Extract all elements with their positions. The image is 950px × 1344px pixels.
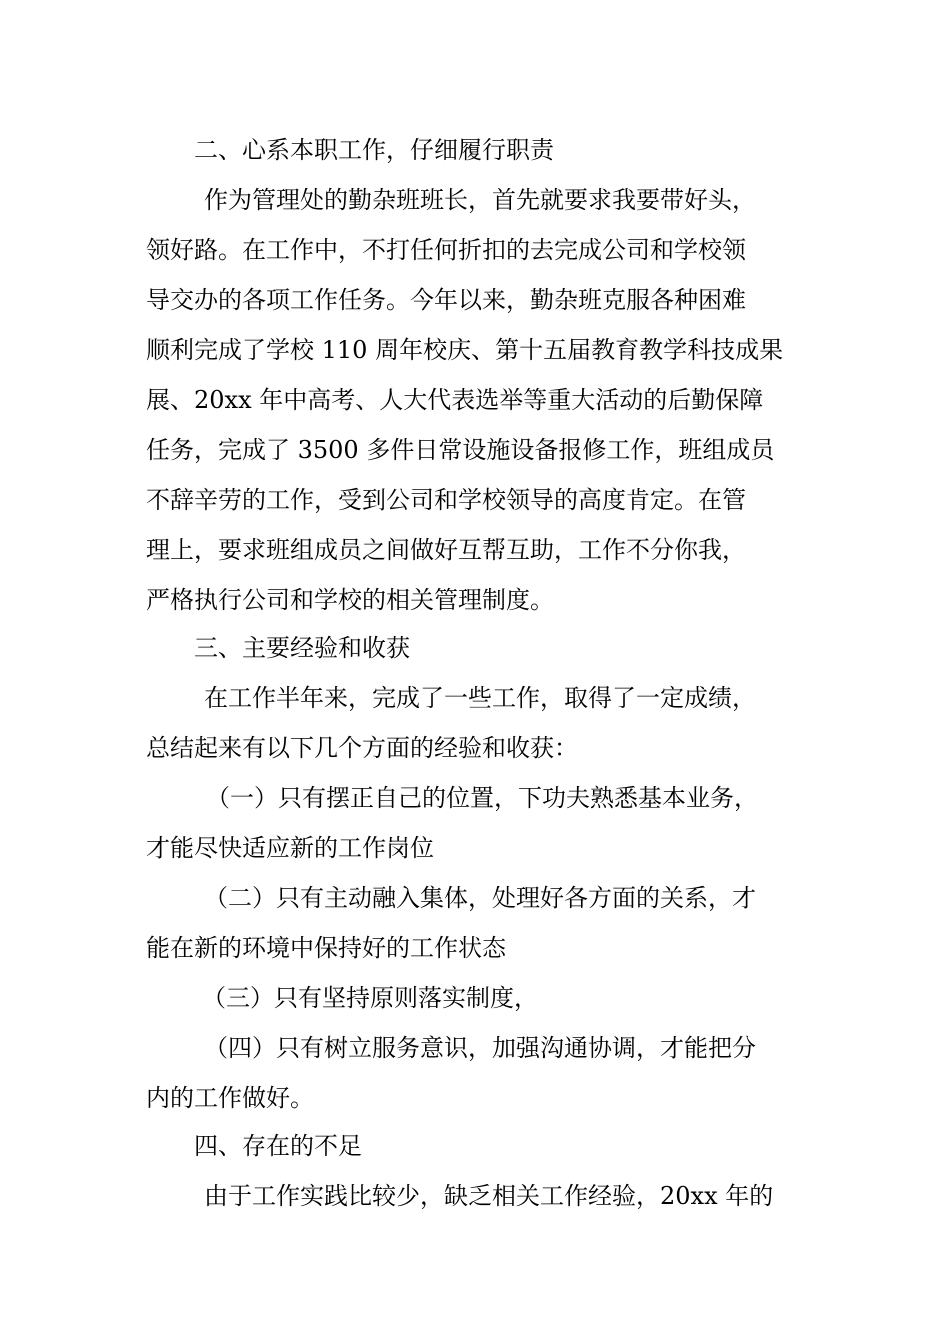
paragraph-line: 展、20xx 年中高考、人大代表选举等重大活动的后勤保障 [146, 386, 764, 414]
paragraph-line: 由于工作实践比较少，缺乏相关工作经验，20xx 年的 [204, 1182, 774, 1210]
list-item-1: （一）只有摆正自己的位置，下功夫熟悉基本业务， [206, 784, 758, 812]
paragraph-line: 顺利完成了学校 110 周年校庆、第十五届教育教学科技成果 [146, 336, 784, 364]
list-item-4: （四）只有树立服务意识，加强沟通协调，才能把分 [204, 1034, 756, 1062]
paragraph-line: 在工作半年来，完成了一些工作，取得了一定成绩， [204, 684, 756, 712]
paragraph-line: 导交办的各项工作任务。今年以来，勤杂班克服各种困难 [146, 286, 746, 314]
paragraph-line: 不辞辛劳的工作，受到公司和学校领导的高度肯定。在管 [146, 486, 746, 514]
list-item-2-cont: 能在新的环境中保持好的工作状态 [146, 934, 506, 962]
paragraph-line: 领好路。在工作中，不打任何折扣的去完成公司和学校领 [146, 236, 746, 264]
section-heading-3: 三、主要经验和收获 [194, 634, 410, 662]
list-item-3: （三）只有坚持原则落实制度， [202, 984, 538, 1012]
section-heading-2: 二、心系本职工作，仔细履行职责 [194, 136, 554, 164]
paragraph-line: 总结起来有以下几个方面的经验和收获： [146, 734, 578, 762]
paragraph-line: 严格执行公司和学校的相关管理制度。 [146, 586, 554, 614]
list-item-2: （二）只有主动融入集体，处理好各方面的关系，才 [204, 884, 756, 912]
list-item-1-cont: 才能尽快适应新的工作岗位 [146, 834, 434, 862]
section-heading-4: 四、存在的不足 [194, 1132, 362, 1160]
paragraph-line: 理上，要求班组成员之间做好互帮互助，工作不分你我， [146, 536, 746, 564]
list-item-4-cont: 内的工作做好。 [146, 1084, 314, 1112]
paragraph-line: 作为管理处的勤杂班班长，首先就要求我要带好头， [204, 186, 756, 214]
paragraph-line: 任务，完成了 3500 多件日常设施设备报修工作，班组成员 [146, 436, 775, 464]
